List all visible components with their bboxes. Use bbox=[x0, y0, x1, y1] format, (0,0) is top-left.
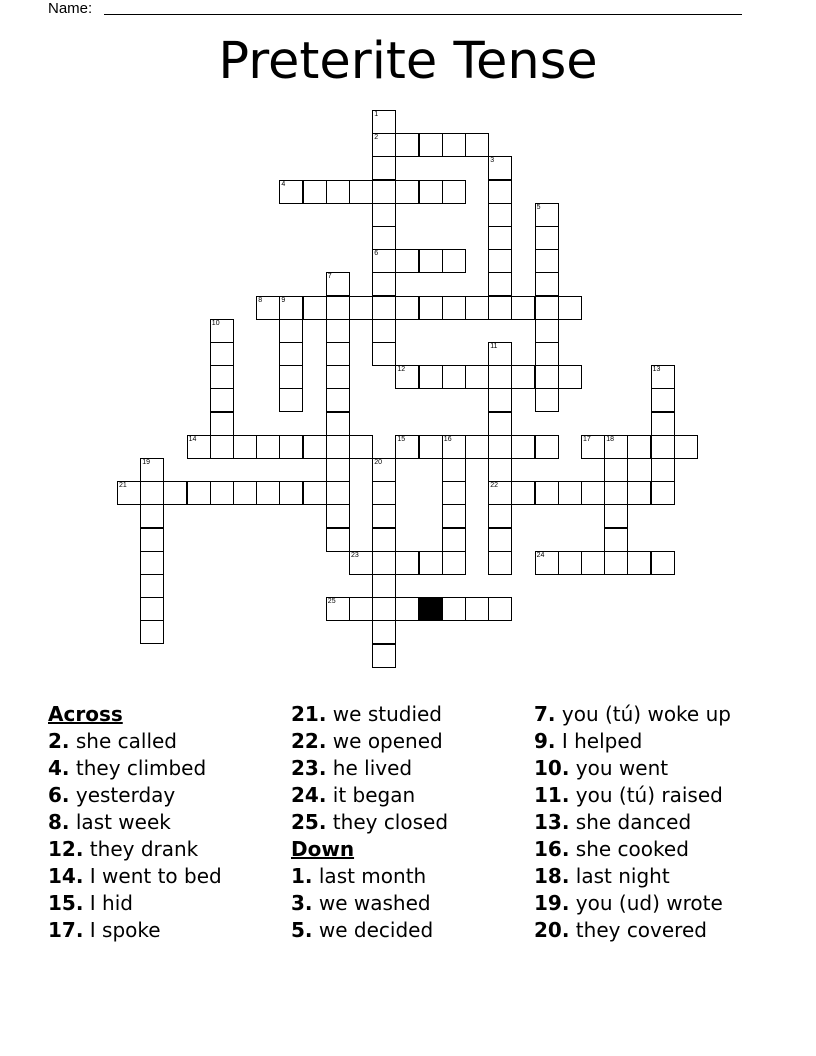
grid-cell[interactable] bbox=[558, 365, 582, 389]
grid-cell[interactable] bbox=[511, 481, 535, 505]
clue-down-10: 10. you went bbox=[534, 756, 669, 780]
grid-cell[interactable] bbox=[372, 156, 396, 180]
clue-number: 21 bbox=[119, 482, 127, 490]
grid-cell[interactable] bbox=[256, 296, 280, 320]
clue-down-1: 1. last month bbox=[291, 864, 427, 888]
clue-number: 8 bbox=[258, 296, 263, 304]
clue-down-11: 11. you (tú) raised bbox=[534, 783, 723, 807]
grid-cell[interactable] bbox=[488, 528, 512, 552]
grid-cell[interactable] bbox=[233, 435, 257, 459]
grid-cell[interactable] bbox=[372, 249, 396, 273]
grid-cell[interactable] bbox=[395, 597, 419, 621]
grid-cell[interactable] bbox=[256, 435, 280, 459]
clue-down-7: 7. you (tú) woke up bbox=[534, 702, 731, 726]
grid-cell[interactable] bbox=[558, 481, 582, 505]
grid-cell[interactable] bbox=[210, 388, 234, 412]
page-title: Preterite Tense bbox=[218, 32, 598, 91]
grid-cell[interactable] bbox=[535, 272, 559, 296]
grid-cell[interactable] bbox=[535, 249, 559, 273]
grid-cell[interactable] bbox=[372, 226, 396, 250]
grid-cell[interactable] bbox=[372, 528, 396, 552]
clue-down-13: 13. she danced bbox=[534, 810, 692, 834]
grid-cell[interactable] bbox=[535, 203, 559, 227]
clue-across-23: 23. he lived bbox=[291, 756, 413, 780]
clue-across-8: 8. last week bbox=[48, 810, 171, 834]
grid-cell[interactable] bbox=[372, 551, 396, 575]
grid-cell[interactable] bbox=[372, 319, 396, 343]
grid-cell[interactable] bbox=[303, 481, 327, 505]
grid-cell[interactable] bbox=[627, 481, 651, 505]
grid-cell[interactable] bbox=[442, 435, 466, 459]
grid-cell[interactable] bbox=[488, 249, 512, 273]
grid-cell[interactable] bbox=[488, 203, 512, 227]
grid-cell[interactable] bbox=[488, 388, 512, 412]
grid-cell[interactable] bbox=[488, 180, 512, 204]
grid-cell[interactable] bbox=[535, 551, 559, 575]
grid-cell[interactable] bbox=[465, 365, 489, 389]
grid-cell[interactable] bbox=[581, 435, 605, 459]
grid-cell[interactable] bbox=[604, 435, 628, 459]
clue-across-24: 24. it began bbox=[291, 783, 416, 807]
grid-cell[interactable] bbox=[581, 551, 605, 575]
grid-cell[interactable] bbox=[535, 481, 559, 505]
grid-cell[interactable] bbox=[419, 551, 443, 575]
grid-cell[interactable] bbox=[488, 226, 512, 250]
grid-cell[interactable] bbox=[210, 435, 234, 459]
grid-cell[interactable] bbox=[604, 528, 628, 552]
grid-cell[interactable] bbox=[535, 435, 559, 459]
grid-cell[interactable] bbox=[326, 504, 350, 528]
grid-cell[interactable] bbox=[442, 365, 466, 389]
grid-cell[interactable] bbox=[511, 365, 535, 389]
grid-cell[interactable] bbox=[233, 481, 257, 505]
clue-number: 20 bbox=[374, 459, 382, 466]
grid-cell[interactable] bbox=[210, 365, 234, 389]
grid-cell[interactable] bbox=[163, 481, 187, 505]
grid-cell[interactable] bbox=[535, 319, 559, 343]
grid-cell[interactable] bbox=[140, 551, 164, 575]
grid-cell[interactable] bbox=[395, 180, 419, 204]
clue-number: 5 bbox=[536, 203, 541, 211]
grid-cell[interactable] bbox=[140, 481, 164, 505]
grid-cell[interactable] bbox=[488, 435, 512, 459]
clue-down-3: 3. we washed bbox=[291, 891, 431, 915]
grid-cell[interactable] bbox=[140, 528, 164, 552]
grid-cell[interactable] bbox=[395, 435, 419, 459]
clue-across-17: 17. I spoke bbox=[48, 918, 161, 942]
grid-cell[interactable] bbox=[465, 296, 489, 320]
grid-cell[interactable] bbox=[604, 551, 628, 575]
clue-number: 4 bbox=[281, 180, 286, 188]
grid-cell[interactable] bbox=[465, 435, 489, 459]
grid-cell[interactable] bbox=[326, 342, 350, 366]
grid-cell[interactable] bbox=[488, 412, 512, 436]
grid-cell[interactable] bbox=[535, 342, 559, 366]
grid-cell[interactable] bbox=[372, 203, 396, 227]
grid-cell[interactable] bbox=[372, 458, 396, 482]
grid-cell[interactable] bbox=[395, 365, 419, 389]
grid-cell[interactable] bbox=[372, 597, 396, 621]
grid-cell[interactable] bbox=[488, 365, 512, 389]
grid-cell[interactable] bbox=[140, 574, 164, 598]
clue-across-15: 15. I hid bbox=[48, 891, 133, 915]
grid-cell[interactable] bbox=[372, 110, 396, 134]
grid-cell[interactable] bbox=[627, 435, 651, 459]
clue-number: 12 bbox=[397, 366, 406, 374]
clue-across-12: 12. they drank bbox=[48, 837, 199, 861]
clue-number: 25 bbox=[327, 598, 336, 606]
grid-cell[interactable] bbox=[419, 133, 443, 157]
grid-cell[interactable] bbox=[395, 296, 419, 320]
across-heading: Across bbox=[48, 702, 123, 726]
grid-cell[interactable] bbox=[488, 481, 512, 505]
grid-cell[interactable] bbox=[419, 365, 443, 389]
clue-number: 23 bbox=[351, 551, 359, 559]
grid-cell[interactable] bbox=[210, 342, 234, 366]
grid-cell[interactable] bbox=[488, 156, 512, 180]
clue-down-18: 18. last night bbox=[534, 864, 670, 888]
grid-cell[interactable] bbox=[372, 644, 396, 668]
grid-cell[interactable] bbox=[604, 458, 628, 482]
grid-cell[interactable] bbox=[326, 435, 350, 459]
grid-cell[interactable] bbox=[511, 435, 535, 459]
clue-across-25: 25. they closed bbox=[291, 810, 449, 834]
grid-cell[interactable] bbox=[558, 296, 582, 320]
grid-cell[interactable] bbox=[442, 180, 466, 204]
grid-cell[interactable] bbox=[488, 551, 512, 575]
grid-cell[interactable] bbox=[395, 551, 419, 575]
grid-cell[interactable] bbox=[442, 458, 466, 482]
grid-cell[interactable] bbox=[419, 296, 443, 320]
grid-cell[interactable] bbox=[442, 528, 466, 552]
grid-cell[interactable] bbox=[651, 412, 675, 436]
grid-cell[interactable] bbox=[279, 342, 303, 366]
grid-cell[interactable] bbox=[326, 319, 350, 343]
grid-cell[interactable] bbox=[210, 412, 234, 436]
grid-cell[interactable] bbox=[488, 272, 512, 296]
clue-number: 6 bbox=[374, 250, 379, 258]
grid-cell[interactable] bbox=[349, 435, 373, 459]
clue-down-5: 5. we decided bbox=[291, 918, 434, 942]
grid-cell[interactable] bbox=[372, 133, 396, 157]
grid-cell[interactable] bbox=[488, 597, 512, 621]
clue-down-16: 16. she cooked bbox=[534, 837, 689, 861]
grid-cell[interactable] bbox=[651, 481, 675, 505]
grid-cell[interactable] bbox=[511, 296, 535, 320]
grid-cell[interactable] bbox=[349, 296, 373, 320]
grid-cell[interactable] bbox=[419, 180, 443, 204]
clue-number: 19 bbox=[142, 459, 150, 466]
clue-number: 3 bbox=[490, 157, 495, 165]
grid-cell[interactable] bbox=[326, 296, 350, 320]
grid-cell[interactable] bbox=[651, 435, 675, 459]
clue-number: 11 bbox=[490, 343, 498, 350]
clue-number: 17 bbox=[583, 435, 591, 443]
grid-cell[interactable] bbox=[372, 504, 396, 528]
grid-cell[interactable] bbox=[187, 435, 211, 459]
grid-cell[interactable] bbox=[488, 296, 512, 320]
grid-cell[interactable] bbox=[140, 620, 164, 644]
grid-cell[interactable] bbox=[187, 481, 211, 505]
grid-cell[interactable] bbox=[651, 365, 675, 389]
grid-cell[interactable] bbox=[256, 481, 280, 505]
grid-cell[interactable] bbox=[604, 504, 628, 528]
clue-number: 15 bbox=[397, 435, 406, 443]
grid-cell[interactable] bbox=[326, 365, 350, 389]
grid-cell[interactable] bbox=[279, 319, 303, 343]
grid-cell[interactable] bbox=[535, 388, 559, 412]
grid-cell[interactable] bbox=[465, 597, 489, 621]
grid-cell[interactable] bbox=[488, 504, 512, 528]
grid-cell[interactable] bbox=[581, 481, 605, 505]
grid-cell[interactable] bbox=[674, 435, 698, 459]
grid-cell[interactable] bbox=[140, 504, 164, 528]
grid-cell[interactable] bbox=[279, 481, 303, 505]
grid-cell[interactable] bbox=[117, 481, 141, 505]
grid-cell[interactable] bbox=[604, 481, 628, 505]
grid-block bbox=[419, 597, 443, 621]
grid-cell[interactable] bbox=[326, 180, 350, 204]
grid-cell[interactable] bbox=[442, 133, 466, 157]
grid-cell[interactable] bbox=[326, 272, 350, 296]
grid-cell[interactable] bbox=[210, 481, 234, 505]
grid-cell[interactable] bbox=[326, 481, 350, 505]
name-label: Name: bbox=[48, 0, 93, 17]
grid-cell[interactable] bbox=[140, 458, 164, 482]
grid-cell[interactable] bbox=[372, 620, 396, 644]
grid-cell[interactable] bbox=[372, 272, 396, 296]
grid-cell[interactable] bbox=[488, 458, 512, 482]
grid-cell[interactable] bbox=[442, 249, 466, 273]
clue-down-9: 9. I helped bbox=[534, 729, 643, 753]
grid-cell[interactable] bbox=[372, 342, 396, 366]
grid-cell[interactable] bbox=[279, 365, 303, 389]
grid-cell[interactable] bbox=[395, 249, 419, 273]
grid-cell[interactable] bbox=[303, 180, 327, 204]
grid-cell[interactable] bbox=[465, 133, 489, 157]
clue-number: 18 bbox=[606, 435, 614, 443]
grid-cell[interactable] bbox=[442, 481, 466, 505]
clue-number: 14 bbox=[188, 435, 197, 443]
clue-across-2: 2. she called bbox=[48, 729, 177, 753]
grid-cell[interactable] bbox=[279, 435, 303, 459]
grid-cell[interactable] bbox=[210, 319, 234, 343]
grid-cell[interactable] bbox=[488, 342, 512, 366]
grid-cell[interactable] bbox=[372, 296, 396, 320]
grid-cell[interactable] bbox=[372, 180, 396, 204]
grid-cell[interactable] bbox=[419, 435, 443, 459]
grid-cell[interactable] bbox=[535, 365, 559, 389]
clue-number: 9 bbox=[281, 296, 286, 304]
clue-number: 10 bbox=[211, 319, 220, 327]
grid-cell[interactable] bbox=[372, 481, 396, 505]
clue-down-19: 19. you (ud) wrote bbox=[534, 891, 723, 915]
grid-cell[interactable] bbox=[651, 388, 675, 412]
grid-cell[interactable] bbox=[349, 180, 373, 204]
clue-number: 22 bbox=[490, 482, 498, 490]
clue-number: 24 bbox=[536, 551, 545, 559]
grid-cell[interactable] bbox=[326, 528, 350, 552]
grid-cell[interactable] bbox=[140, 597, 164, 621]
grid-cell[interactable] bbox=[303, 435, 327, 459]
clue-number: 16 bbox=[443, 435, 452, 443]
clue-number: 2 bbox=[374, 134, 379, 142]
grid-cell[interactable] bbox=[651, 458, 675, 482]
grid-cell[interactable] bbox=[279, 388, 303, 412]
grid-cell[interactable] bbox=[651, 551, 675, 575]
grid-cell[interactable] bbox=[349, 551, 373, 575]
grid-cell[interactable] bbox=[419, 249, 443, 273]
grid-cell[interactable] bbox=[442, 504, 466, 528]
clue-across-22: 22. we opened bbox=[291, 729, 443, 753]
grid-cell[interactable] bbox=[279, 180, 303, 204]
grid-cell[interactable] bbox=[303, 296, 327, 320]
grid-cell[interactable] bbox=[535, 296, 559, 320]
grid-cell[interactable] bbox=[627, 551, 651, 575]
grid-cell[interactable] bbox=[326, 458, 350, 482]
grid-cell[interactable] bbox=[326, 597, 350, 621]
clue-number: 1 bbox=[374, 111, 379, 118]
clue-number: 7 bbox=[327, 273, 332, 281]
grid-cell[interactable] bbox=[395, 133, 419, 157]
clue-down-20: 20. they covered bbox=[534, 918, 707, 942]
grid-cell[interactable] bbox=[349, 597, 373, 621]
clue-across-4: 4. they climbed bbox=[48, 756, 207, 780]
grid-cell[interactable] bbox=[279, 296, 303, 320]
grid-cell[interactable] bbox=[442, 296, 466, 320]
grid-cell[interactable] bbox=[442, 597, 466, 621]
grid-cell[interactable] bbox=[442, 551, 466, 575]
grid-cell[interactable] bbox=[372, 574, 396, 598]
clue-number: 13 bbox=[652, 366, 661, 374]
grid-cell[interactable] bbox=[326, 388, 350, 412]
clue-across-6: 6. yesterday bbox=[48, 783, 176, 807]
clue-across-14: 14. I went to bed bbox=[48, 864, 222, 888]
grid-cell[interactable] bbox=[535, 226, 559, 250]
clue-across-21: 21. we studied bbox=[291, 702, 443, 726]
grid-cell[interactable] bbox=[558, 551, 582, 575]
grid-cell[interactable] bbox=[326, 412, 350, 436]
down-heading: Down bbox=[291, 837, 355, 861]
